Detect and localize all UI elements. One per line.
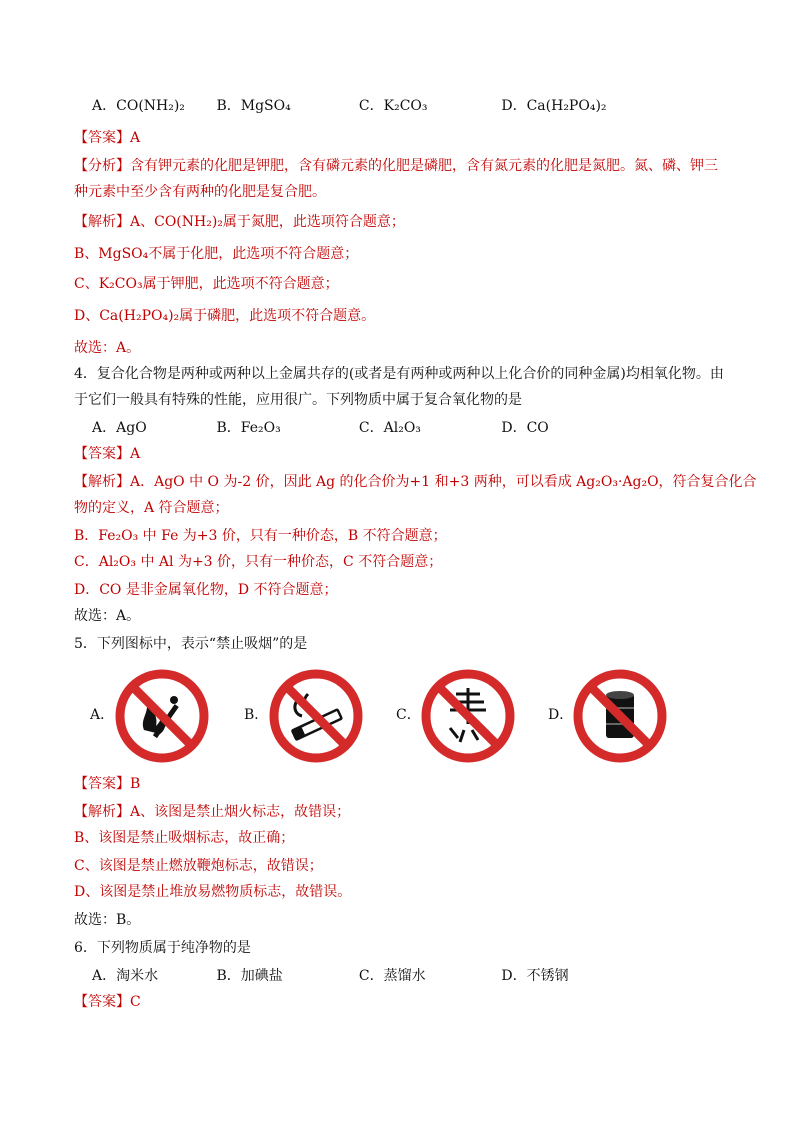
- q3-options: [92, 96, 742, 116]
- q3-explain-a: 【解析】A、CO(NH₂)₂属于氮肥，此选项符合题意；: [74, 214, 405, 230]
- q5-explain-d: D、该图是禁止堆放易燃物质标志，故错误。: [74, 884, 352, 900]
- q6-options: [92, 966, 742, 986]
- q6-option-d: D．不锈钢: [501, 968, 569, 984]
- q4-explain-a2: 物的定义，A 符合题意；: [74, 500, 229, 516]
- q4-explain-b: B．Fe₂O₃ 中 Fe 为+3 价，只有一种价态，B 不符合题意；: [74, 528, 447, 544]
- q5-sign-label-c: C．: [396, 707, 421, 723]
- q6-option-a: A．淘米水: [92, 968, 159, 984]
- q6-option-b: B．加碘盐: [216, 968, 283, 984]
- q3-option-b: B．MgSO₄: [216, 98, 291, 114]
- q4-answer: 【答案】A: [74, 446, 141, 462]
- q3-analysis-line2: 种元素中至少含有两种的化肥是复合肥。: [74, 184, 326, 200]
- q5-answer: 【答案】B: [74, 776, 141, 792]
- q5-sign-label-b: B．: [244, 707, 269, 723]
- q3-option-c: C．K₂CO₃: [358, 98, 428, 114]
- no-smoking-icon: [268, 668, 364, 764]
- q6-option-c: C．蒸馏水: [358, 968, 426, 984]
- q5-explain-a: 【解析】A、该图是禁止烟火标志，故错误；: [74, 804, 351, 820]
- no-open-flame-icon: [114, 668, 210, 764]
- q4-explain-a1: 【解析】A．AgO 中 O 为-2 价，因此 Ag 的化合价为+1 和+3 两种，可以看成 Ag₂O₃·Ag₂O，符合复合化合: [74, 474, 757, 490]
- q4-explain-c: C．Al₂O₃ 中 Al 为+3 价，只有一种价态，C 不符合题意；: [74, 554, 443, 570]
- q5-sign-options: [90, 668, 690, 764]
- q3-explain-d: D、Ca(H₂PO₄)₂属于磷肥，此选项不符合题意。: [74, 308, 376, 324]
- q6-answer: 【答案】C: [74, 994, 141, 1010]
- q5-sign-label-d: D．: [548, 707, 574, 723]
- q3-option-a: A．CO(NH₂)₂: [92, 98, 185, 114]
- q4-stem-line1: 4．复合化合物是两种或两种以上金属共存的(或者是有两种或两种以上化合价的同种金属)均相氧化物。由: [74, 366, 724, 382]
- q3-conclusion: 故选：A。: [74, 340, 141, 356]
- q3-answer: 【答案】A: [74, 130, 141, 146]
- q3-explain-c: C、K₂CO₃属于钾肥，此选项不符合题意；: [74, 276, 339, 292]
- no-flammable-storage-icon: [572, 668, 668, 764]
- q4-option-d: D．CO: [501, 420, 549, 436]
- q5-sign-label-a: A．: [90, 707, 115, 723]
- q4-options: [92, 418, 742, 438]
- q5-stem: 5．下列图标中，表示“禁止吸烟”的是: [74, 636, 308, 652]
- q4-option-a: A．AgO: [92, 420, 147, 436]
- q5-conclusion: 故选：B。: [74, 912, 141, 928]
- q3-option-d: D．Ca(H₂PO₄)₂: [501, 98, 607, 114]
- no-fireworks-icon: [420, 668, 516, 764]
- q4-conclusion: 故选：A。: [74, 608, 141, 624]
- q4-option-c: C．Al₂O₃: [358, 420, 421, 436]
- q4-explain-d: D．CO 是非金属氧化物，D 不符合题意；: [74, 582, 338, 598]
- q4-stem-line2: 于它们一般具有特殊的性能，应用很广。下列物质中属于复合氧化物的是: [74, 392, 522, 408]
- q3-explain-b: B、MgSO₄不属于化肥，此选项不符合题意；: [74, 246, 359, 262]
- q5-explain-c: C、该图是禁止燃放鞭炮标志，故错误；: [74, 858, 323, 874]
- q6-stem: 6．下列物质属于纯净物的是: [74, 940, 251, 956]
- q5-explain-b: B、该图是禁止吸烟标志，故正确；: [74, 830, 295, 846]
- q4-option-b: B．Fe₂O₃: [216, 420, 281, 436]
- q3-analysis-line1: 【分析】含有钾元素的化肥是钾肥，含有磷元素的化肥是磷肥，含有氮元素的化肥是氮肥。氮、磷、钾三: [74, 158, 718, 174]
